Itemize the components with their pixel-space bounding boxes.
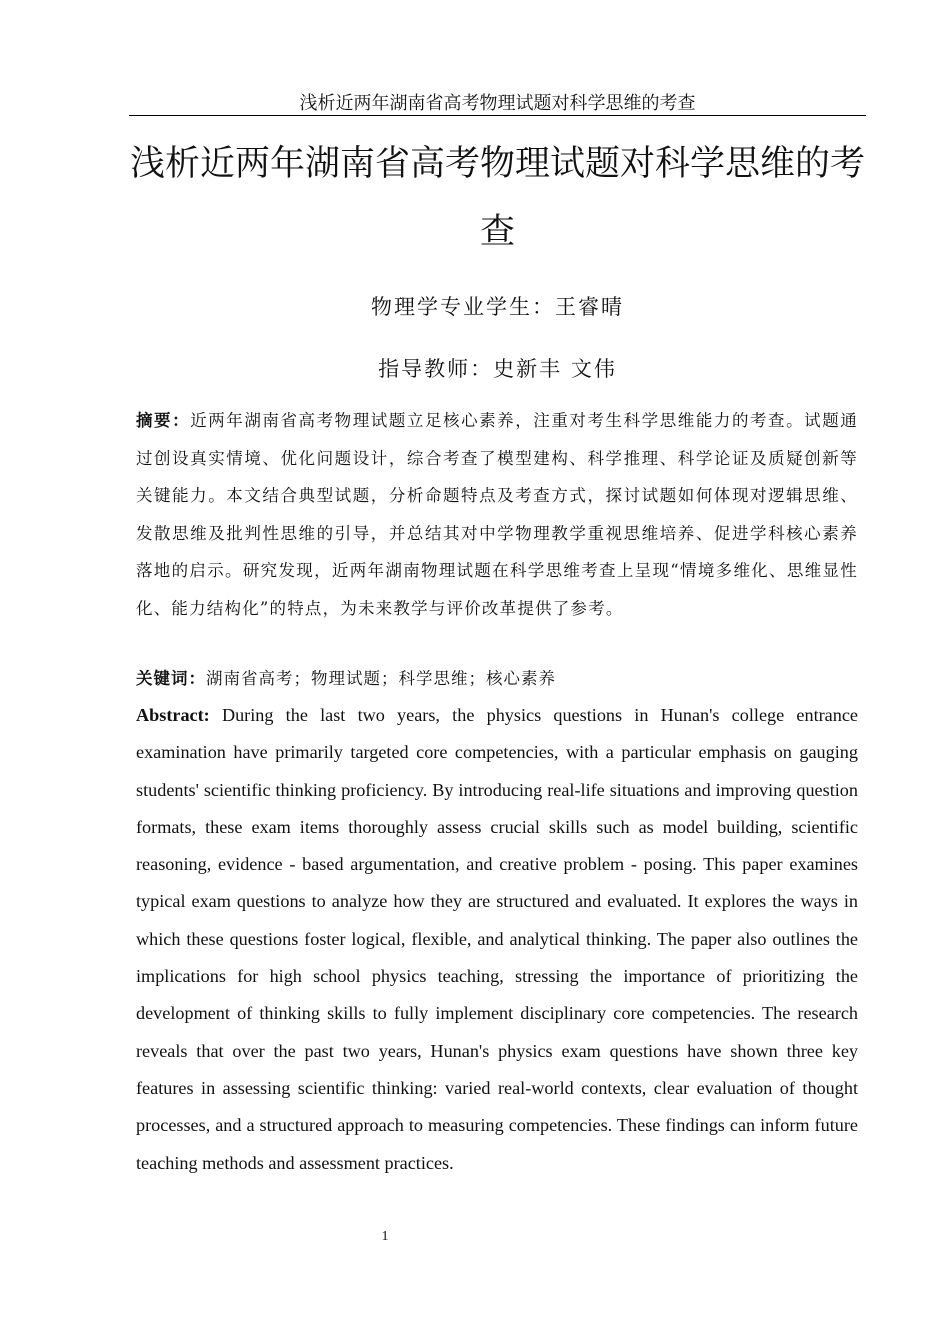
paper-title: 浅析近两年湖南省高考物理试题对科学思维的考查 [129,144,865,252]
keywords-label: 关键词： [136,669,206,688]
english-abstract [136,697,858,1182]
chinese-abstract-text: 近两年湖南省高考物理试题立足核心素养，注重对考生科学思维能力的考查。试题通过创设真实情境、优化问题设计，综合考查了模型建构、科学推理、科学论证及质疑创新等关键能力。本文结合典型试题，分析命题特点及考查方式，探讨试题如何体现对逻辑思维、发散思维及批判性思维的引导，并总结其对中学物理教学重视思维培养、促进学科核心素养落地的启示。研究发现，近两年湖南物理试题在科学思维考查上呈现“情境多维化、思维显性化、能力结构化”的特点，为未来教学与评价改革提供了参考。 [136,411,858,618]
author-line: 物理学专业学生：王睿晴 [371,295,624,319]
advisor-line: 指导教师：史新丰 文伟 [378,357,617,381]
english-abstract-paragraph [136,697,858,1182]
chinese-abstract-label: 摘要： [136,411,191,430]
chinese-abstract [136,402,858,627]
chinese-abstract-paragraph [136,402,858,627]
english-abstract-text: During the last two years, the physics questions in Hunan's college entrance examination have primarily targeted core competencies, with a particular emphasis on gauging students' scientific thinking proficiency. By introducing real-life situations and improving question formats, these exam items thoroughly assess crucial skills such as model building, scientific reasoning, evidence - based argumentation, and creative problem - posing. This paper examines typical exam questions to analyze how they are structured and evaluated. It explores the ways in which these questions foster logical, flexible, and analytical thinking. The paper also outlines the implications for high school physics teaching, stressing the importance of prioritizing the development of thinking skills to fully implement disciplinary core competencies. The research reveals that over the past two years, Hunan's physics exam questions have shown three key features in assessing scientific thinking: varied real-world contexts, clear evaluation of thought processes, and a structured approach to measuring competencies. These findings can inform future teaching methods and assessment practices. [136,705,858,1173]
english-abstract-label: Abstract: [136,705,210,725]
chinese-keywords [136,664,858,694]
page-number: 1 [381,1229,389,1244]
running-header: 浅析近两年湖南省高考物理试题对科学思维的考查 [129,91,866,116]
keywords-text: 湖南省高考；物理试题；科学思维；核心素养 [206,669,556,688]
